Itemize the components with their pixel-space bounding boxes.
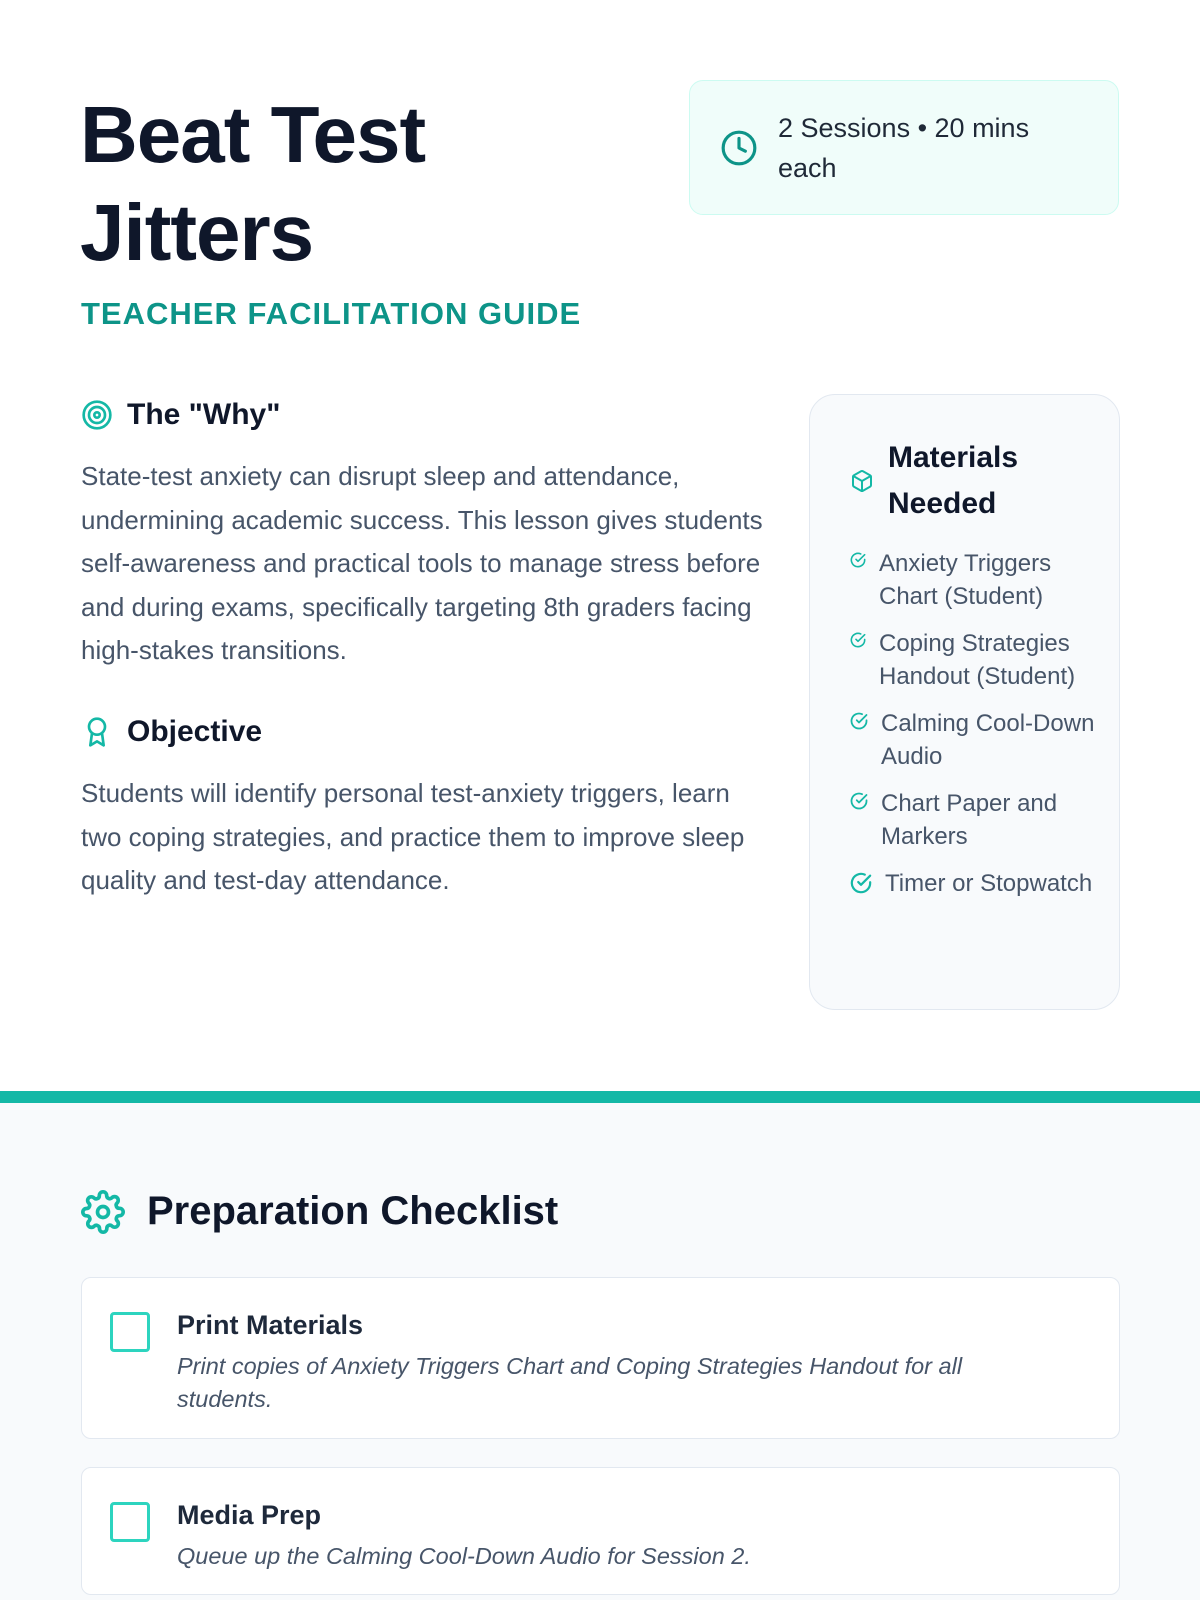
task-description: Queue up the Calming Cool-Down Audio for Session 2. xyxy=(177,1543,751,1569)
preparation-section xyxy=(0,1103,1200,1600)
clock-icon xyxy=(720,129,758,167)
preparation-heading xyxy=(81,1189,558,1234)
check-circle-icon xyxy=(850,792,868,810)
check-circle-icon xyxy=(850,712,868,730)
materials-heading-label: Materials Needed xyxy=(888,441,1019,520)
materials-card xyxy=(809,394,1120,1010)
section-divider xyxy=(0,1091,1200,1103)
task-checkbox[interactable] xyxy=(110,1502,150,1542)
why-heading xyxy=(81,398,280,432)
why-body: State-test anxiety can disrupt sleep and attendance, undermining academic success. This lesson gives students self-awareness and practical tools to manage stress before and during exams, specifically targeting 8th graders facing high-stakes transitions. xyxy=(81,461,763,665)
checklist-item-print-materials[interactable] xyxy=(81,1277,1120,1439)
material-item-label: Calming Cool-Down Audio xyxy=(881,710,1095,770)
materials-list xyxy=(850,547,1100,914)
materials-heading xyxy=(850,435,1068,527)
check-circle-icon xyxy=(850,872,872,894)
why-heading-label: The "Why" xyxy=(127,398,281,431)
list-item xyxy=(850,627,1100,693)
check-circle-icon xyxy=(850,552,866,568)
objective-heading-label: Objective xyxy=(127,715,263,748)
task-title: Media Prep xyxy=(177,1500,322,1530)
objective-heading xyxy=(81,715,262,749)
objective-body: Students will identify personal test-anxiety triggers, learn two coping strategies, and practice them to improve sleep quality and test-day attendance. xyxy=(81,778,745,895)
list-item xyxy=(850,867,1100,900)
check-circle-icon xyxy=(850,632,866,648)
task-title: Print Materials xyxy=(177,1310,364,1340)
gear-icon xyxy=(81,1190,125,1234)
list-item xyxy=(850,547,1100,613)
package-icon xyxy=(850,469,874,493)
award-icon xyxy=(81,716,113,748)
session-info-text: 2 Sessions • 20 mins each xyxy=(778,112,1030,183)
task-description: Print copies of Anxiety Triggers Chart and Coping Strategies Handout for all students. xyxy=(177,1353,963,1412)
session-info-card xyxy=(689,80,1119,215)
material-item-label: Coping Strategies Handout (Student) xyxy=(879,630,1076,690)
page-subtitle: TEACHER FACILITATION GUIDE xyxy=(81,296,582,331)
target-icon xyxy=(81,399,113,431)
material-item-label: Timer or Stopwatch xyxy=(885,870,1093,897)
material-item-label: Chart Paper and Markers xyxy=(881,790,1058,850)
task-checkbox[interactable] xyxy=(110,1312,150,1352)
preparation-heading-label: Preparation Checklist xyxy=(147,1189,559,1233)
list-item xyxy=(850,707,1100,773)
checklist-item-media-prep[interactable] xyxy=(81,1467,1120,1595)
page-title: Beat Test Jitters xyxy=(80,90,426,277)
material-item-label: Anxiety Triggers Chart (Student) xyxy=(879,550,1052,610)
list-item xyxy=(850,787,1100,853)
